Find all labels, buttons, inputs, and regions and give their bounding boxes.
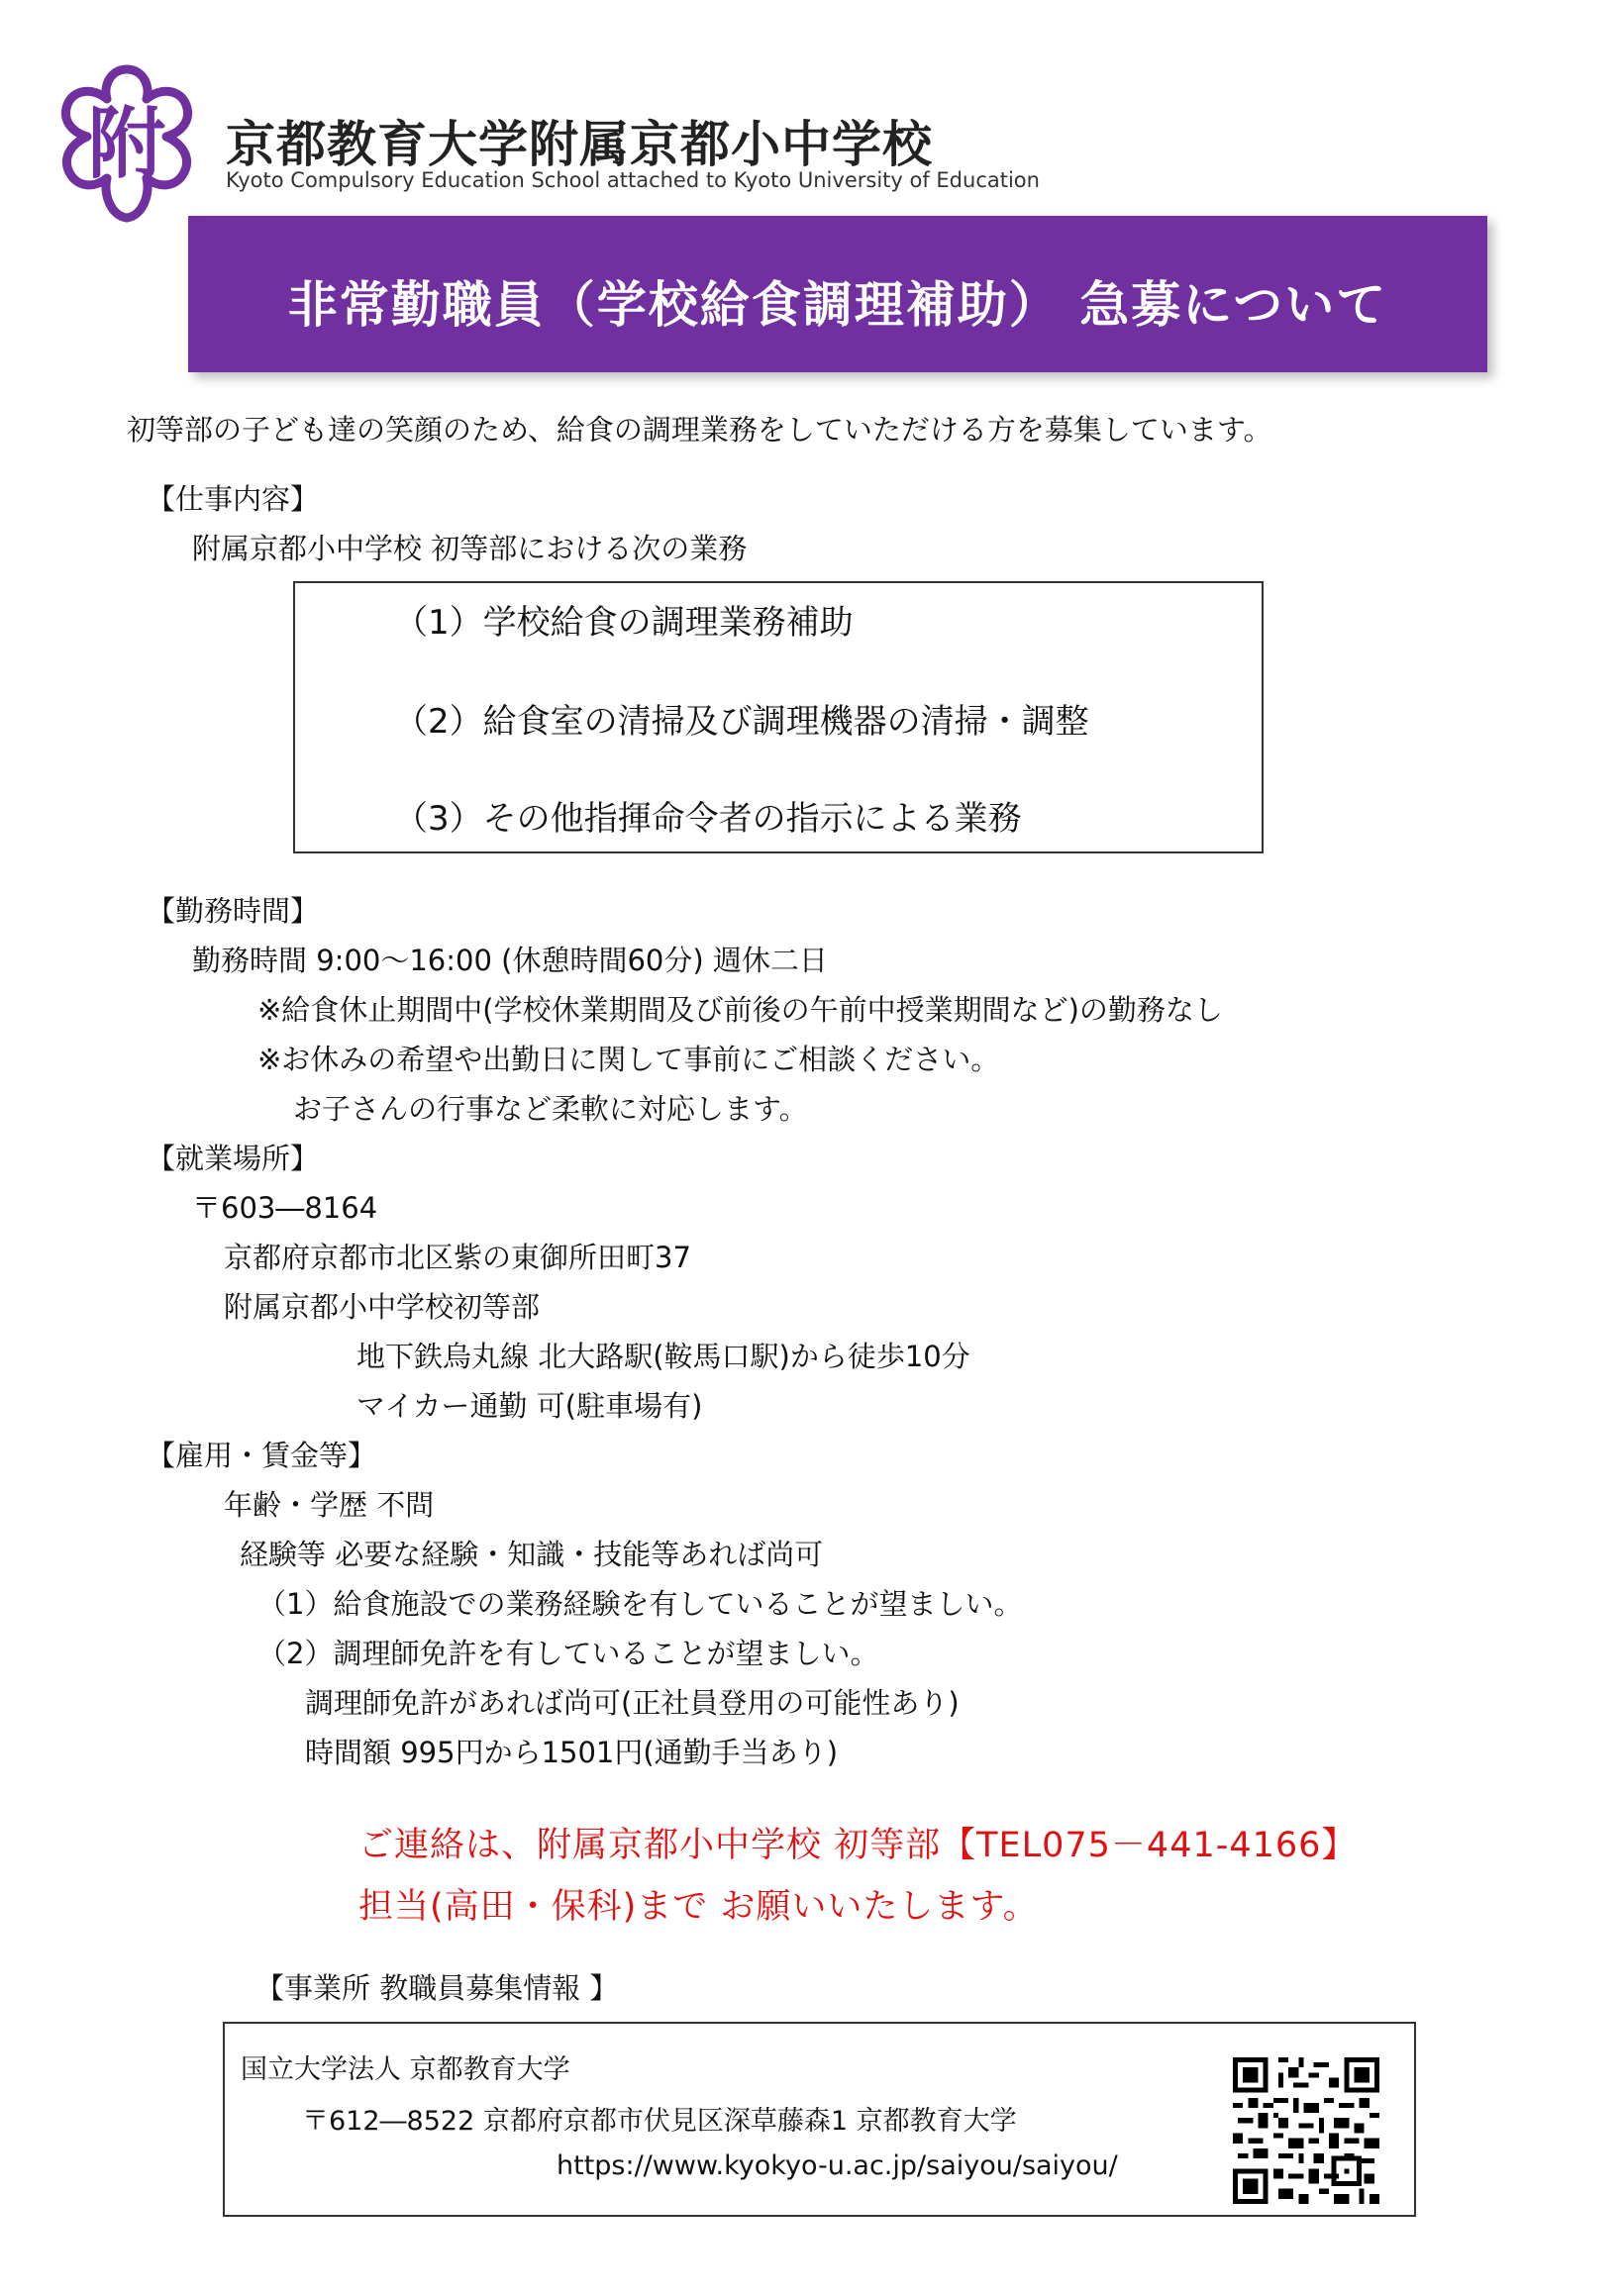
employment-heading: 【雇用・賃金等】 bbox=[147, 1439, 377, 1472]
intro-text: 初等部の子ども達の笑顔のため、給食の調理業務をしていただける方を募集しています。 bbox=[127, 413, 1272, 447]
address: 京都府京都市北区紫の東御所田町37 bbox=[224, 1241, 691, 1274]
hours-main: 勤務時間 9:00～16:00 (休憩時間60分) 週休二日 bbox=[192, 944, 828, 977]
job-heading: 【仕事内容】 bbox=[147, 482, 320, 516]
duty-item: （3）その他指揮命令者の指示による業務 bbox=[394, 799, 1022, 839]
employer-address: 〒612―8522 京都府京都市伏見区深草藤森1 京都教育大学 bbox=[302, 2106, 1017, 2137]
school-logo-icon bbox=[48, 61, 206, 228]
qr-code-icon[interactable] bbox=[1233, 2057, 1379, 2204]
employer-heading: 【事業所 教職員募集情報 】 bbox=[255, 1971, 619, 2005]
age-text: 年齢・学歴 不問 bbox=[224, 1488, 435, 1522]
page-title: 非常勤職員（学校給食調理補助） 急募について bbox=[287, 276, 1388, 334]
building: 附属京都小中学校初等部 bbox=[224, 1290, 541, 1324]
logo-char: 附 bbox=[87, 99, 166, 189]
school-name-en: Kyoto Compulsory Education School attached to Kyoto University of Education bbox=[226, 168, 1040, 192]
hours-note: ※給食休止期間中(学校休業期間及び前後の午前中授業期間など)の勤務なし bbox=[257, 993, 1223, 1027]
requirement-item: （2）調理師免許を有していることが望ましい。 bbox=[257, 1637, 879, 1670]
license-text: 調理師免許があれば尚可(正社員登用の可能性あり) bbox=[305, 1686, 960, 1720]
school-name-ja: 京都教育大学附属京都小中学校 bbox=[226, 116, 933, 173]
duty-item: （1）学校給食の調理業務補助 bbox=[394, 603, 854, 643]
contact-line: ご連絡は、附属京都小中学校 初等部【TEL075－441-4166】 bbox=[358, 1826, 1358, 1865]
hours-note: お子さんの行事など柔軟に対応します。 bbox=[293, 1092, 808, 1126]
title-banner bbox=[188, 216, 1487, 372]
hours-heading: 【勤務時間】 bbox=[147, 894, 320, 928]
duties-box bbox=[293, 581, 1264, 853]
wage-text: 時間額 995円から1501円(通勤手当あり) bbox=[305, 1736, 839, 1769]
requirement-item: （1）給食施設での業務経験を有していることが望ましい。 bbox=[257, 1587, 1023, 1621]
contact-line: 担当(高田・保科)まで お願いいたします。 bbox=[358, 1887, 1039, 1927]
job-subtitle: 附属京都小中学校 初等部における次の業務 bbox=[192, 532, 748, 565]
access: 地下鉄烏丸線 北大路駅(鞍馬口駅)から徒歩10分 bbox=[356, 1340, 970, 1373]
postal-code: 〒603―8164 bbox=[192, 1191, 378, 1225]
location-heading: 【就業場所】 bbox=[147, 1142, 320, 1175]
employer-url[interactable]: https://www.kyokyo-u.ac.jp/saiyou/saiyou/ bbox=[557, 2150, 1118, 2181]
hours-note: ※お休みの希望や出勤日に関して事前にご相談ください。 bbox=[257, 1043, 1000, 1076]
experience-text: 経験等 必要な経験・知識・技能等あれば尚可 bbox=[240, 1538, 824, 1571]
duty-item: （2）給食室の清掃及び調理機器の清掃・調整 bbox=[394, 702, 1089, 742]
car-commute: マイカー通勤 可(駐車場有) bbox=[356, 1389, 703, 1423]
employer-org: 国立大学法人 京都教育大学 bbox=[241, 2054, 570, 2085]
